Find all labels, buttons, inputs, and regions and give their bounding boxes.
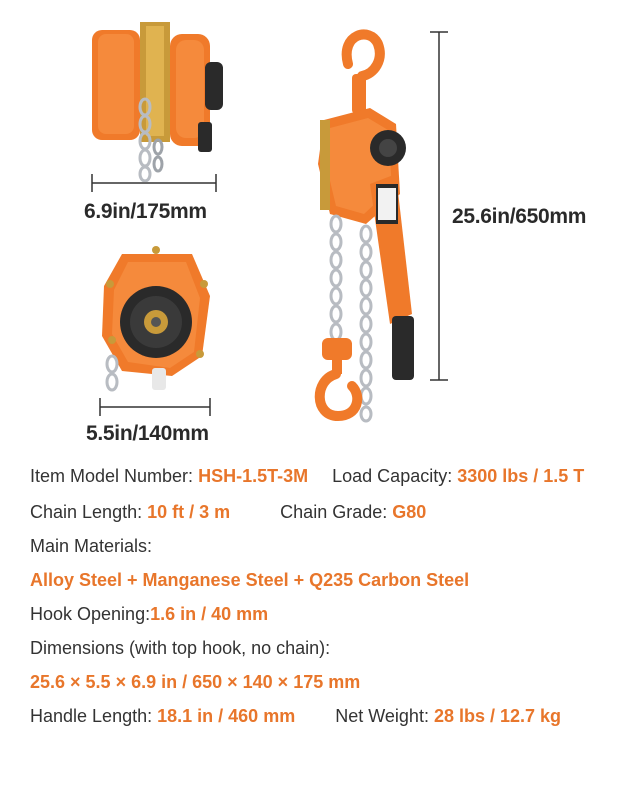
model-value: HSH-1.5T-3M xyxy=(198,466,309,486)
chain-grade-value: G80 xyxy=(392,502,427,522)
capacity-value: 3300 lbs / 1.5 T xyxy=(457,466,585,486)
chain-grade-label: Chain Grade: xyxy=(280,502,388,522)
materials-label: Main Materials: xyxy=(30,536,153,556)
materials-value: Alloy Steel + Manganese Steel + Q235 Carbon Steel xyxy=(30,570,470,590)
width-dimension-line-top xyxy=(88,172,220,194)
lever-hoist-full-image xyxy=(300,24,440,434)
width-label-front: 5.5in/140mm xyxy=(86,422,209,445)
width-dimension-line-front xyxy=(96,396,214,418)
handle-label: Handle Length: xyxy=(30,706,153,726)
hoist-front-view-image xyxy=(92,236,222,396)
spec-row-hook xyxy=(30,604,268,625)
spec-row-materials-label xyxy=(30,536,152,557)
spec-row-dimensions-label xyxy=(30,638,330,659)
hoist-side-view-image xyxy=(80,12,230,182)
dimensions-label: Dimensions (with top hook, no chain): xyxy=(30,638,331,658)
chain-length-label: Chain Length: xyxy=(30,502,143,522)
handle-value: 18.1 in / 460 mm xyxy=(157,706,296,726)
width-label-top: 6.9in/175mm xyxy=(84,200,207,223)
height-dimension-line xyxy=(428,28,450,384)
spec-row-handle-weight xyxy=(30,706,561,727)
weight-label: Net Weight: xyxy=(335,706,429,726)
spec-row-chain xyxy=(30,502,426,523)
model-label: Item Model Number: xyxy=(30,466,194,486)
capacity-label: Load Capacity: xyxy=(332,466,453,486)
spec-row-model-capacity xyxy=(30,466,584,487)
weight-value: 28 lbs / 12.7 kg xyxy=(433,706,562,726)
dimensions-value: 25.6 × 5.5 × 6.9 in / 650 × 140 × 175 mm xyxy=(30,672,361,692)
height-label: 25.6in/650mm xyxy=(452,205,587,228)
hook-value: 1.6 in / 40 mm xyxy=(150,604,269,624)
hook-label: Hook Opening: xyxy=(30,604,151,624)
chain-length-value: 10 ft / 3 m xyxy=(147,502,231,522)
